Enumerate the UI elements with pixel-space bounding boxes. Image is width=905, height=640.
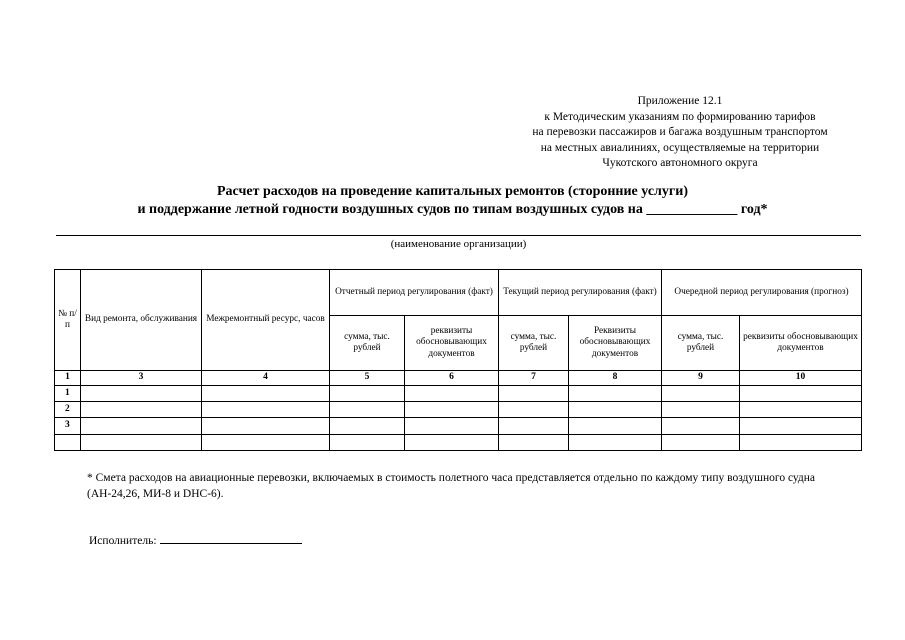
header-resource: Межремонтный ресурс, часов: [202, 270, 330, 371]
table-cell: [330, 386, 405, 402]
row-number: 2: [55, 402, 81, 418]
table-cell: [330, 435, 405, 451]
table-cell: [81, 402, 202, 418]
row-number: 1: [55, 386, 81, 402]
table-cell: [405, 386, 499, 402]
table-cell: [740, 435, 862, 451]
table-cell: [740, 418, 862, 435]
table-cell: [202, 435, 330, 451]
column-number: 3: [81, 371, 202, 386]
table-cell: [662, 402, 740, 418]
header-period-report: Отчетный период регулирования (факт): [330, 270, 499, 316]
table-cell: [81, 386, 202, 402]
executor-blank-line: [160, 530, 302, 544]
table-cell: [499, 435, 569, 451]
appendix-line: на местных авиалиниях, осуществляемые на территории: [540, 141, 820, 154]
appendix-line: Приложение 12.1: [637, 95, 723, 107]
title-line-1: Расчет расходов на проведение капитальных ремонтов (сторонние услуги): [217, 184, 688, 199]
header-repair-type: Вид ремонта, обслуживания: [81, 270, 202, 371]
footnote: * Смета расходов на авиационные перевозки, включаемых в стоимость полетного часа представляется отдельно по каждому типу воздушного судна (АН-24,26, МИ-8 и DHC-6).: [87, 472, 816, 500]
column-number: 7: [499, 371, 569, 386]
column-number: 1: [55, 371, 81, 386]
table-cell: [499, 402, 569, 418]
table-cell: [405, 435, 499, 451]
table-cell: [81, 418, 202, 435]
table-cell: [569, 418, 662, 435]
document-title: [40, 183, 865, 219]
table-cell: [81, 435, 202, 451]
expense-table: [54, 269, 862, 451]
title-line-2: и поддержание летной годности воздушных судов по типам воздушных судов на _____________ год*: [137, 202, 768, 217]
table-row: [55, 386, 862, 402]
table-cell: [202, 402, 330, 418]
header-docs: реквизиты обосновывающих документов: [740, 316, 862, 371]
table-cell: [330, 418, 405, 435]
appendix-block: [470, 94, 890, 172]
table-cell: [569, 402, 662, 418]
row-number: 3: [55, 418, 81, 435]
table-cell: [405, 418, 499, 435]
header-sum: сумма, тыс. рублей: [662, 316, 740, 371]
row-number: [55, 435, 81, 451]
table-cell: [740, 402, 862, 418]
table-cell: [330, 402, 405, 418]
header-docs: реквизиты обосновывающих документов: [405, 316, 499, 371]
executor-signature: [89, 530, 302, 547]
column-number-row: [55, 371, 862, 386]
table-cell: [499, 386, 569, 402]
table-cell: [569, 386, 662, 402]
table-cell: [740, 386, 862, 402]
header-period-next: Очередной период регулирования (прогноз): [662, 270, 862, 316]
header-num: № п/п: [55, 270, 81, 371]
table-cell: [662, 435, 740, 451]
table-cell: [202, 386, 330, 402]
table-cell: [202, 418, 330, 435]
header-sum: сумма, тыс. рублей: [499, 316, 569, 371]
column-number: 5: [330, 371, 405, 386]
column-number: 8: [569, 371, 662, 386]
header-period-current: Текущий период регулирования (факт): [499, 270, 662, 316]
column-number: 9: [662, 371, 740, 386]
table-cell: [662, 418, 740, 435]
header-sum: сумма, тыс. рублей: [330, 316, 405, 371]
appendix-line: Чукотского автономного округа: [602, 157, 758, 169]
header-docs: Реквизиты обосновывающих документов: [569, 316, 662, 371]
table-cell: [662, 386, 740, 402]
column-number: 4: [202, 371, 330, 386]
table-row: [55, 418, 862, 435]
table-row: [55, 402, 862, 418]
organization-caption: (наименование организации): [390, 238, 527, 250]
table-cell: [405, 402, 499, 418]
appendix-line: на перевозки пассажиров и багажа воздушным транспортом: [532, 126, 828, 138]
appendix-line: к Методическим указаниям по формированию тарифов: [544, 110, 816, 123]
table-cell: [569, 435, 662, 451]
executor-label: Исполнитель:: [89, 535, 157, 547]
table-row: [55, 435, 862, 451]
column-number: 10: [740, 371, 862, 386]
column-number: 6: [405, 371, 499, 386]
organization-name-line: [56, 235, 861, 236]
table-cell: [499, 418, 569, 435]
